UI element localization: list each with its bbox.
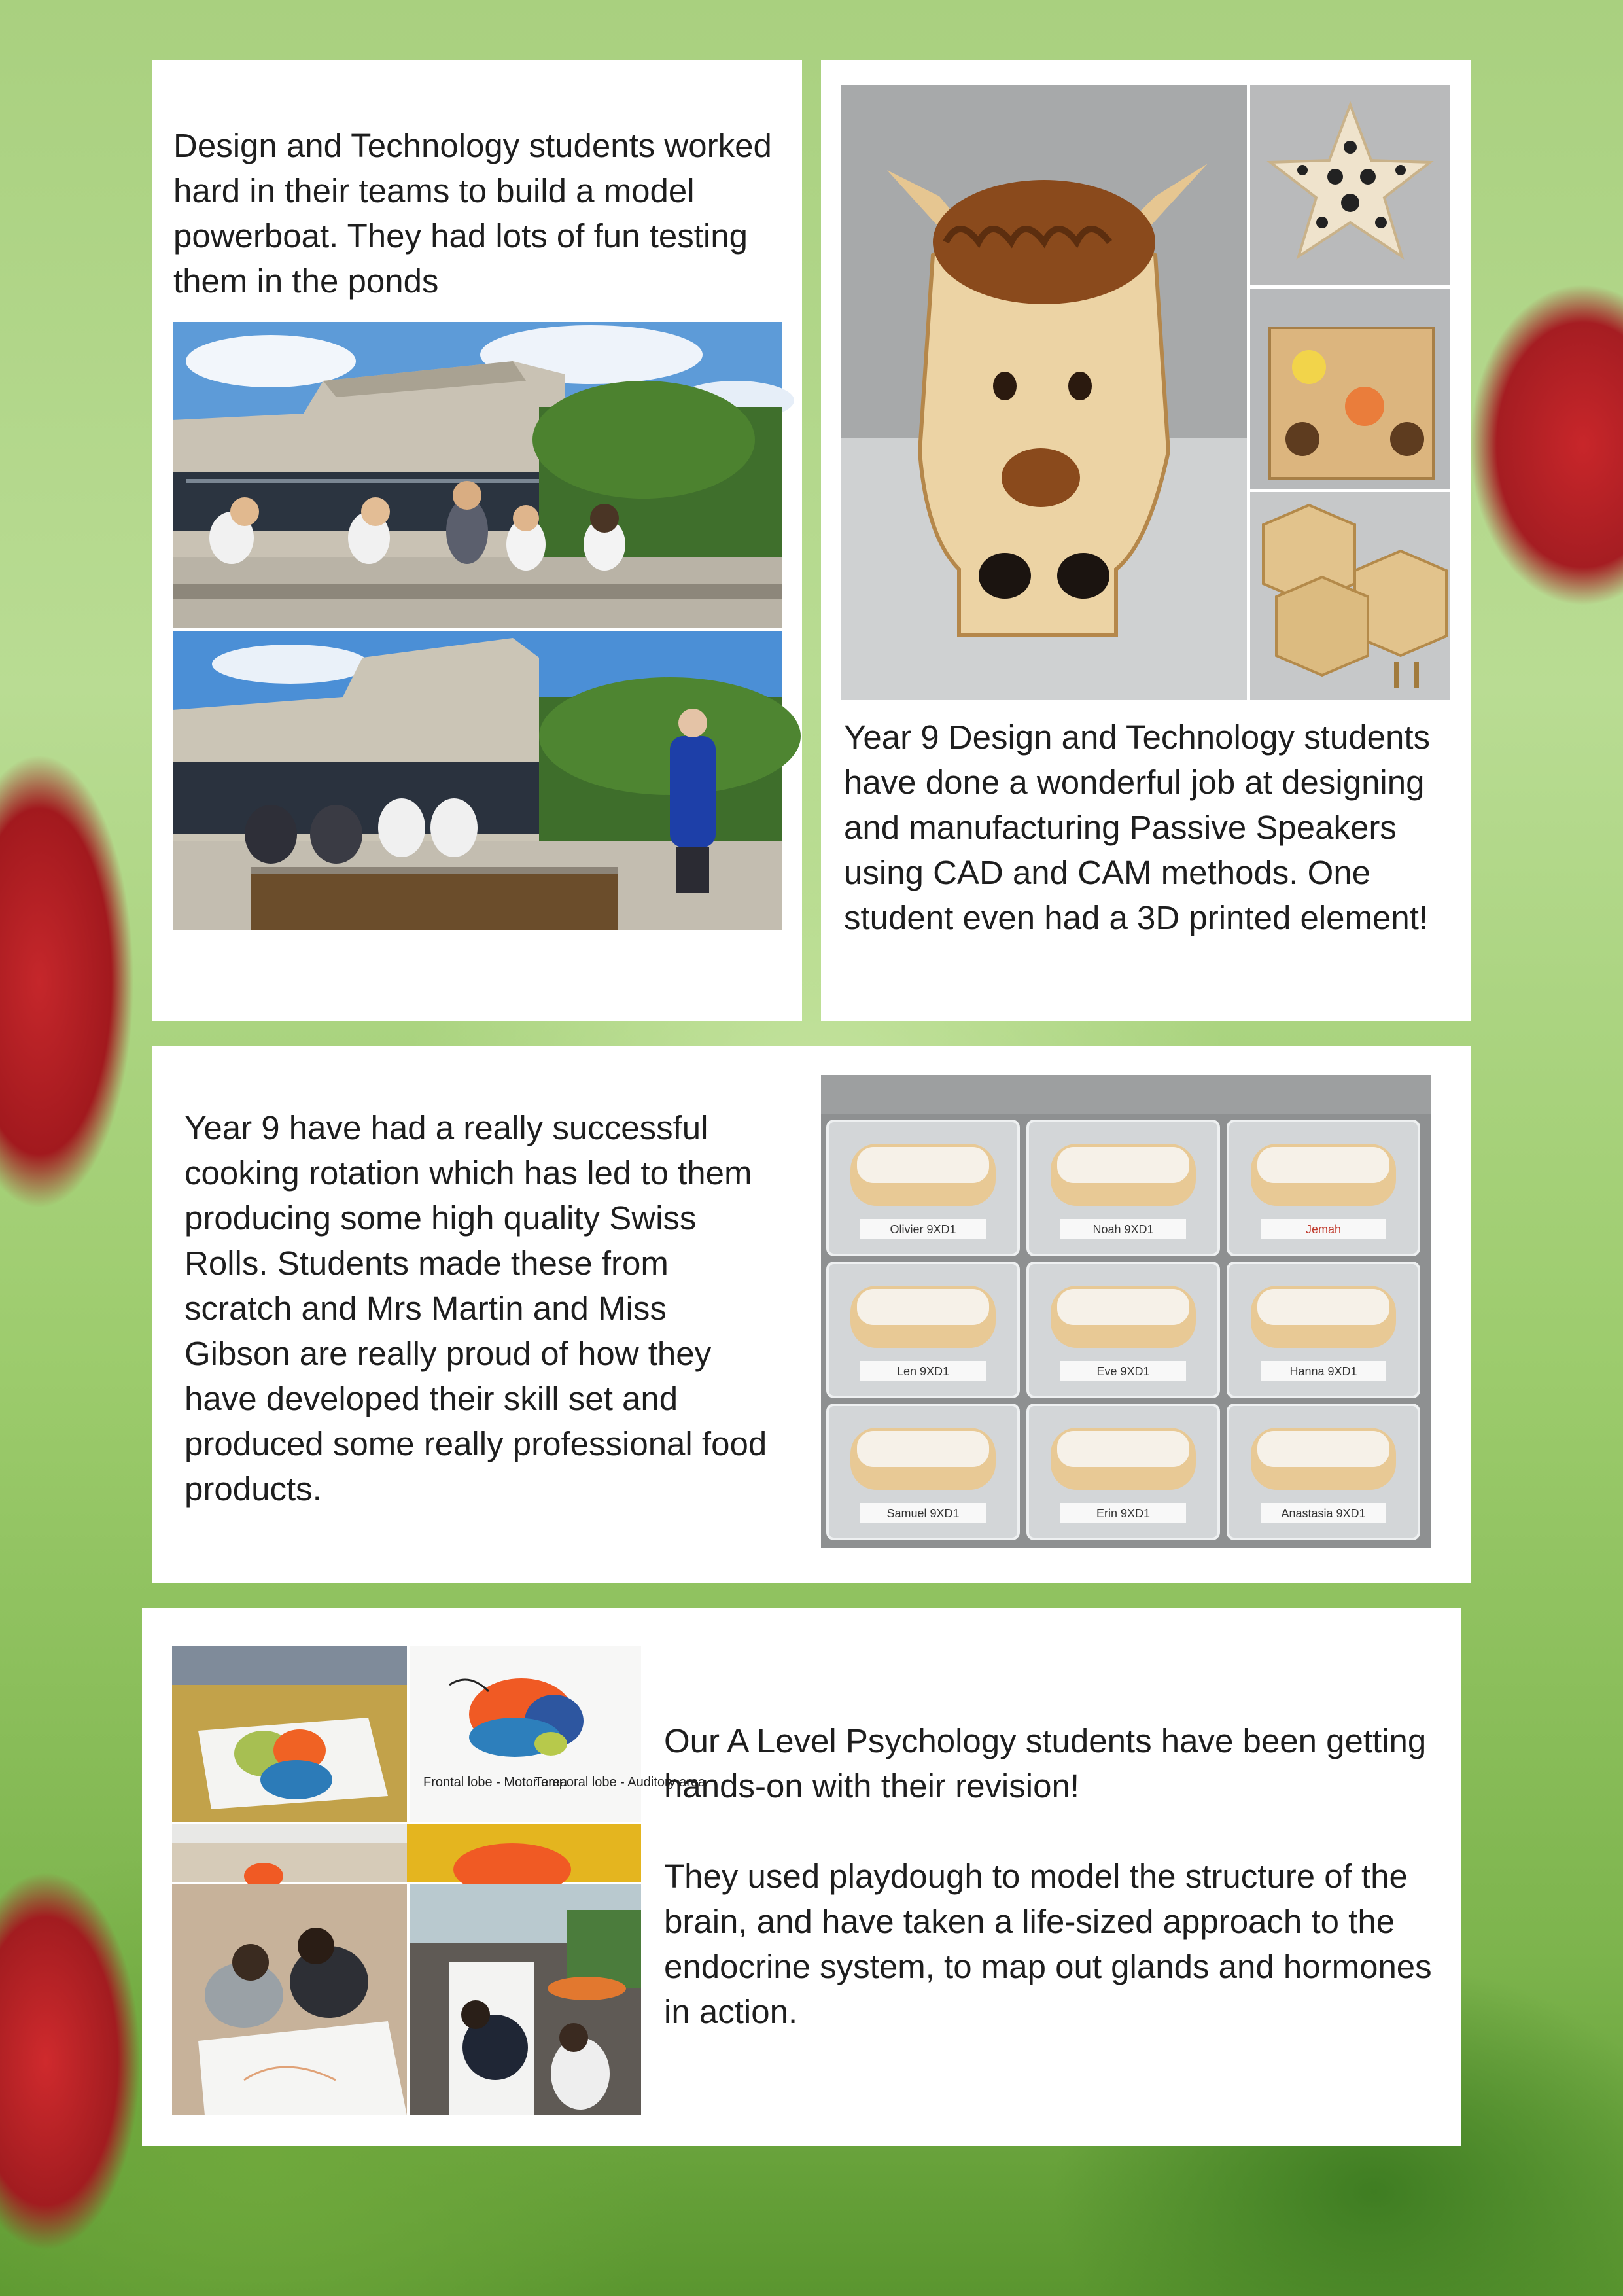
tray-name-label: Hanna 9XD1 <box>1289 1365 1357 1378</box>
psychology-photo-floor-1 <box>172 1884 407 2115</box>
tray-name-label: Noah 9XD1 <box>1092 1223 1154 1236</box>
swiss-rolls-photo <box>821 1075 1431 1548</box>
psychology-text-intro: Our A Level Psychology students have been getting hands-on with their revision! <box>664 1722 1427 1805</box>
powerboat-text: Design and Technology students worked hard in their teams to build a model powerboat. They had lots of fun testing them in the ponds <box>173 127 772 300</box>
swiss-roll-tray <box>1228 1263 1419 1397</box>
speakers-text: Year 9 Design and Technology students have done a wonderful job at designing and manufacturing Passive Speakers using CAD and CAM methods. One student even had a 3D printed element! <box>844 718 1430 936</box>
speakers-photo-box <box>1250 289 1450 489</box>
swiss-roll-tray <box>1028 1405 1219 1539</box>
psychology-photo-brain-desk <box>172 1646 407 1822</box>
tray-name-label: Erin 9XD1 <box>1096 1507 1151 1520</box>
powerboat-photo-top <box>173 322 782 628</box>
tray-name-label: Samuel 9XD1 <box>886 1507 960 1520</box>
swiss-roll-tray <box>1028 1263 1219 1397</box>
speakers-photo-cow <box>841 85 1247 700</box>
tray-name-label: Olivier 9XD1 <box>890 1223 956 1236</box>
psychology-photo-strip <box>172 1824 641 1882</box>
swiss-roll-tray <box>828 1121 1019 1255</box>
speakers-photo-star <box>1250 85 1450 285</box>
psychology-photo-brain-labels <box>410 1646 706 1822</box>
swiss-roll-tray <box>1228 1121 1419 1255</box>
speakers-panel <box>821 60 1471 1021</box>
psychology-text <box>664 1718 1436 2034</box>
brain-label-frontal: Frontal lobe - Motor area <box>423 1775 568 1790</box>
speakers-photo-hexagon <box>1250 492 1450 700</box>
swiss-roll-tray <box>1028 1121 1219 1255</box>
brain-label-temporal: Temporal lobe - Auditory area <box>534 1775 706 1790</box>
powerboat-photo-bottom <box>173 631 782 930</box>
swiss-roll-tray <box>828 1405 1019 1539</box>
swiss-rolls-text: Year 9 have had a really successful cooking rotation which has led to them producing some high quality Swiss Rolls. Students made these from scratch and Mrs Martin and Miss Gibson are really proud of how they have developed their skill set and produced some really professional food products. <box>184 1109 767 1508</box>
tray-name-label: Jemah <box>1305 1223 1342 1236</box>
psychology-text-details: They used playdough to model the structure of the brain, and have taken a life-sized approach to the endocrine system, to map out glands and hormones in action. <box>664 1858 1432 2030</box>
psychology-panel <box>142 1608 1461 2146</box>
tray-name-label: Len 9XD1 <box>896 1365 950 1378</box>
tray-name-label: Anastasia 9XD1 <box>1281 1507 1366 1520</box>
powerboat-panel <box>152 60 802 1021</box>
swiss-rolls-panel <box>152 1046 1471 1583</box>
psychology-photo-floor-2 <box>410 1884 641 2115</box>
tray-name-label: Eve 9XD1 <box>1096 1365 1150 1378</box>
swiss-roll-tray <box>1228 1405 1419 1539</box>
swiss-roll-tray <box>828 1263 1019 1397</box>
